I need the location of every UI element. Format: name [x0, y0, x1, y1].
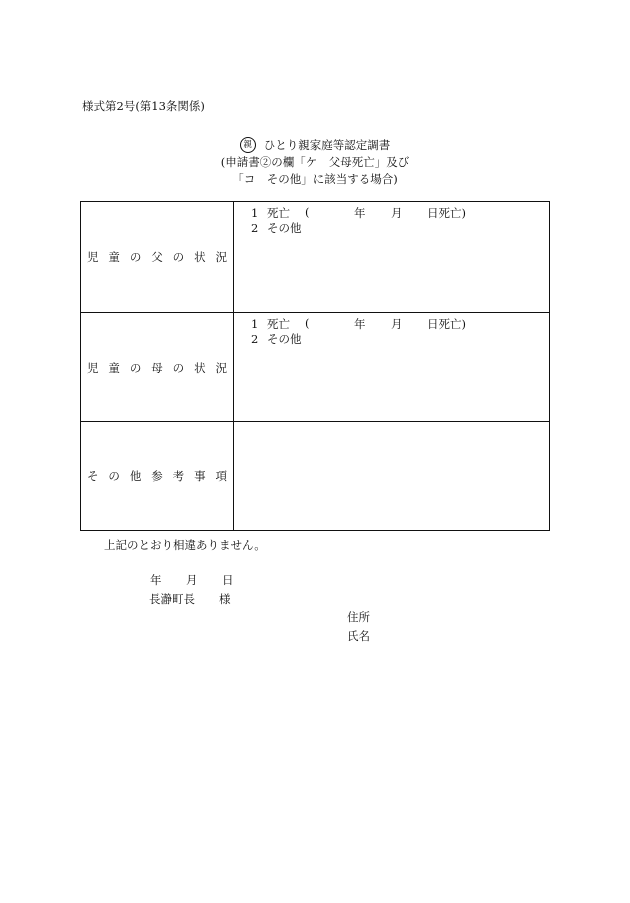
addressee	[149, 591, 231, 607]
date-day-label: 日	[222, 573, 234, 587]
option-number: 1	[251, 317, 259, 331]
day-label: 日死亡)	[427, 317, 466, 331]
document-title	[0, 137, 630, 187]
title-main: ひとり親家庭等認定調書	[263, 138, 391, 152]
option-number: 2	[251, 332, 259, 346]
form-table	[80, 201, 550, 531]
father-option-deceased	[251, 205, 290, 221]
date-year-label: 年	[150, 573, 162, 587]
date-month-label: 月	[186, 573, 198, 587]
mother-option-other	[251, 331, 302, 347]
label-cell-father	[81, 202, 234, 312]
year-label: 年	[354, 206, 366, 220]
month-label: 月	[391, 317, 403, 331]
day-label: 日死亡)	[427, 206, 466, 220]
paren-open: (	[305, 205, 310, 219]
month-label: 月	[391, 206, 403, 220]
title-line-2: (申請書②の欄「ケ 父母死亡」及び	[220, 155, 410, 169]
mayor-title: 長瀞町長	[149, 592, 195, 606]
mother-option-deceased	[251, 316, 290, 332]
option-text: 死亡	[267, 317, 290, 331]
title-line-3: 「コ その他」に該当する場合)	[232, 171, 398, 186]
declaration-text: 上記のとおり相違ありません。	[104, 538, 266, 552]
father-status-label: 児童の父の状況	[87, 250, 227, 264]
option-number: 2	[251, 221, 259, 235]
option-text: 死亡	[267, 206, 290, 220]
label-cell-other	[81, 422, 234, 530]
table-row-other-notes	[81, 421, 549, 530]
other-notes-cell[interactable]	[234, 422, 549, 530]
table-row-mother	[81, 312, 549, 422]
circled-mark: 親	[240, 137, 256, 153]
option-text: その他	[267, 221, 302, 235]
other-notes-label: その他参考事項	[87, 469, 227, 483]
name-label: 氏名	[347, 629, 370, 643]
date-line	[150, 572, 234, 588]
paren-open: (	[305, 316, 310, 330]
option-text: その他	[267, 332, 302, 346]
option-number: 1	[251, 206, 259, 220]
year-label: 年	[354, 317, 366, 331]
father-status-cell[interactable]	[234, 202, 549, 312]
title-line-1	[0, 137, 630, 154]
mother-status-label: 児童の母の状況	[87, 360, 227, 375]
label-cell-mother	[81, 313, 234, 422]
father-option-other	[251, 220, 302, 236]
mother-status-cell[interactable]	[234, 313, 549, 422]
address-label: 住所	[347, 610, 370, 624]
form-number: 様式第2号(第13条関係)	[82, 99, 205, 113]
honorific: 様	[219, 592, 231, 606]
table-row-father	[81, 202, 549, 312]
